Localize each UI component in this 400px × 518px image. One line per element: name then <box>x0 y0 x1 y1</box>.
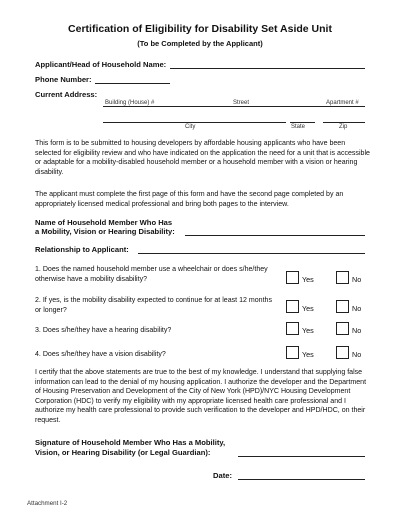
state-sublabel: State <box>291 124 306 130</box>
question-1-no-label: No <box>352 275 362 284</box>
relationship-field[interactable] <box>138 253 365 254</box>
city-sublabel: City <box>185 124 196 130</box>
applicant-name-label: Applicant/Head of Household Name: <box>35 60 167 69</box>
question-1-no-checkbox[interactable] <box>336 271 349 284</box>
form-title: Certification of Eligibility for Disability Set Aside Unit <box>68 23 332 35</box>
current-address-label: Current Address: <box>35 90 98 99</box>
applicant-name-field[interactable] <box>170 68 365 69</box>
question-4-yes-label: Yes <box>302 350 314 359</box>
form-subtitle: (To be Completed by the Applicant) <box>137 39 263 48</box>
question-1-yes-label: Yes <box>302 275 314 284</box>
question-2-yes-label: Yes <box>302 304 314 313</box>
date-label: Date: <box>213 471 232 480</box>
signature-field[interactable] <box>238 456 365 457</box>
question-3-no-checkbox[interactable] <box>336 322 349 335</box>
question-3-yes-checkbox[interactable] <box>286 322 299 335</box>
question-4-no-label: No <box>352 350 362 359</box>
date-field[interactable] <box>238 479 365 480</box>
intro-paragraph-1: This form is to be submitted to housing developers by affordable housing applicants who have been selected for eligibility review and who have indicated on the application the need for a unit that is accessible or adaptable for a mobility-disabled household member or a household member with a vision or hearing disability. <box>35 140 370 176</box>
building-sublabel: Building (House) # <box>105 100 155 106</box>
question-4-text: 4. Does s/he/they have a vision disability? <box>35 351 166 358</box>
street-address-field[interactable] <box>103 106 365 107</box>
intro-paragraph-2: The applicant must complete the first page of this form and have the second page completed by an appropriately licensed medical professional and bring both pages to the interview. <box>35 191 344 208</box>
apartment-sublabel: Apartment # <box>326 100 359 106</box>
member-name-label-line2: a Mobility, Vision or Hearing Disability: <box>35 227 175 236</box>
state-field[interactable] <box>290 122 315 123</box>
question-2-text: 2. If yes, is the mobility disability expected to continue for at least 12 months or longer? <box>35 297 272 314</box>
question-4-yes-checkbox[interactable] <box>286 346 299 359</box>
question-3-text: 3. Does s/he/they have a hearing disability? <box>35 327 172 334</box>
phone-number-field[interactable] <box>95 83 170 84</box>
attachment-label: Attachment I-2 <box>27 500 68 507</box>
certification-paragraph: I certify that the above statements are true to the best of my knowledge. I understand that supplying false information can lead to the denial of my housing application. I authorize the developer and the Department of Housing Preservation and Development of the City of New York (HPD)/NYC Housing Development Corporation (HDC) to verify my eligibility with my appropriate licensed health care professional and I authorize my health care professional to provide such verification to the developer and HPD/HDC, on their request. <box>35 369 367 424</box>
city-field[interactable] <box>103 122 286 123</box>
zip-sublabel: Zip <box>339 124 348 130</box>
question-2-no-label: No <box>352 304 362 313</box>
zip-field[interactable] <box>323 122 365 123</box>
signature-label-line1: Signature of Household Member Who Has a Mobility, <box>35 438 226 447</box>
street-sublabel: Street <box>233 100 250 106</box>
question-4-no-checkbox[interactable] <box>336 346 349 359</box>
question-2-yes-checkbox[interactable] <box>286 300 299 313</box>
relationship-label: Relationship to Applicant: <box>35 245 129 254</box>
question-3-yes-label: Yes <box>302 326 314 335</box>
question-1-text: 1. Does the named household member use a wheelchair or does s/he/they otherwise have a mobility disability? <box>35 266 268 283</box>
member-name-field[interactable] <box>185 235 365 236</box>
member-name-label-line1: Name of Household Member Who Has <box>35 218 173 227</box>
question-2-no-checkbox[interactable] <box>336 300 349 313</box>
question-1-yes-checkbox[interactable] <box>286 271 299 284</box>
phone-number-label: Phone Number: <box>35 75 92 84</box>
signature-label-line2: Vision, or Hearing Disability (or Legal Guardian): <box>35 448 211 457</box>
question-3-no-label: No <box>352 326 362 335</box>
